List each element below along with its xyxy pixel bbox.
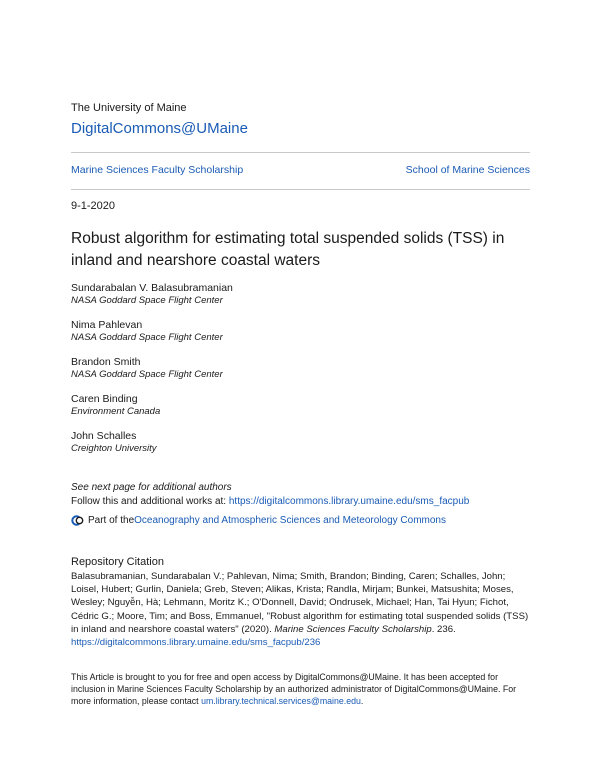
access-notice	[71, 671, 533, 708]
citation-text	[71, 570, 533, 649]
author-affiliation: Environment Canada	[71, 406, 161, 417]
author-name: Nima Pahlevan	[71, 319, 143, 331]
author-affiliation: NASA Goddard Space Flight Center	[71, 369, 223, 380]
citation-heading: Repository Citation	[71, 556, 164, 568]
middle-divider	[71, 189, 530, 190]
top-divider	[71, 152, 530, 153]
author-affiliation: Creighton University	[71, 443, 157, 454]
author-name: John Schalles	[71, 430, 137, 442]
author-entry	[71, 319, 530, 356]
part-of-line	[71, 514, 446, 527]
author-entry	[71, 430, 530, 467]
article-title: Robust algorithm for estimating total suspended solids (TSS) in inland and nearshore coastal waters	[71, 230, 505, 269]
author-name: Sundarabalan V. Balasubramanian	[71, 282, 233, 294]
author-name: Caren Binding	[71, 393, 138, 405]
school-link[interactable]: School of Marine Sciences	[405, 164, 530, 176]
commons-network-icon	[71, 514, 84, 527]
institution-name: The University of Maine	[71, 102, 187, 114]
author-name: Brandon Smith	[71, 356, 141, 368]
part-prefix: Part of the	[88, 515, 135, 526]
collection-link[interactable]: Marine Sciences Faculty Scholarship	[71, 164, 244, 176]
repository-link[interactable]: DigitalCommons@UMaine	[71, 120, 248, 137]
follow-line	[71, 496, 469, 507]
commons-link[interactable]: Oceanography and Atmospheric Sciences and Meteorology Commons	[134, 515, 446, 526]
citation-journal: Marine Sciences Faculty Scholarship	[274, 623, 432, 635]
citation-body: Balasubramanian, Sundarabalan V.; Pahlevan, Nima; Smith, Brandon; Binding, Caren; Schalles, John; Loisel, Hubert; Gurlin, Daniela; Greb, Steven; Alikas, Krista; Randla, Mirjam; Bunkei, Matsushita; Moses, Wesley; Nguyễn, Hà; Lehmann, Moritz K.; O'Donnell, David; Ondrusek, Michael; Han, Tai Hyun; Fichot, Cédric G.; Moore, Tim; and Boss, Emmanuel, "Robust algorithm for estimating total suspended solids (TSS) in inland and nearshore coastal waters" (2020).	[71, 571, 529, 635]
citation-number: . 236.	[431, 623, 456, 635]
author-entry	[71, 393, 530, 430]
publication-date: 9-1-2020	[71, 200, 116, 212]
author-entry	[71, 282, 530, 319]
follow-prefix: Follow this and additional works at:	[71, 496, 229, 507]
additional-authors-note: See next page for additional authors	[71, 482, 232, 493]
author-affiliation: NASA Goddard Space Flight Center	[71, 332, 223, 343]
contact-email-link[interactable]: um.library.technical.services@maine.edu	[201, 696, 361, 707]
author-affiliation: NASA Goddard Space Flight Center	[71, 295, 223, 306]
notice-text: This Article is brought to you for free and open access by DigitalCommons@UMaine. It has been accepted for inclusion in Marine Sciences Faculty Scholarship by an authorized administrator of DigitalCommons@UMaine. For more information, please contact	[71, 672, 517, 707]
author-entry	[71, 356, 530, 393]
author-list	[71, 282, 530, 467]
citation-url-link[interactable]: https://digitalcommons.library.umaine.edu/sms_facpub/236	[71, 637, 321, 649]
follow-url-link[interactable]: https://digitalcommons.library.umaine.edu/sms_facpub	[228, 496, 470, 507]
notice-end: .	[360, 696, 364, 707]
